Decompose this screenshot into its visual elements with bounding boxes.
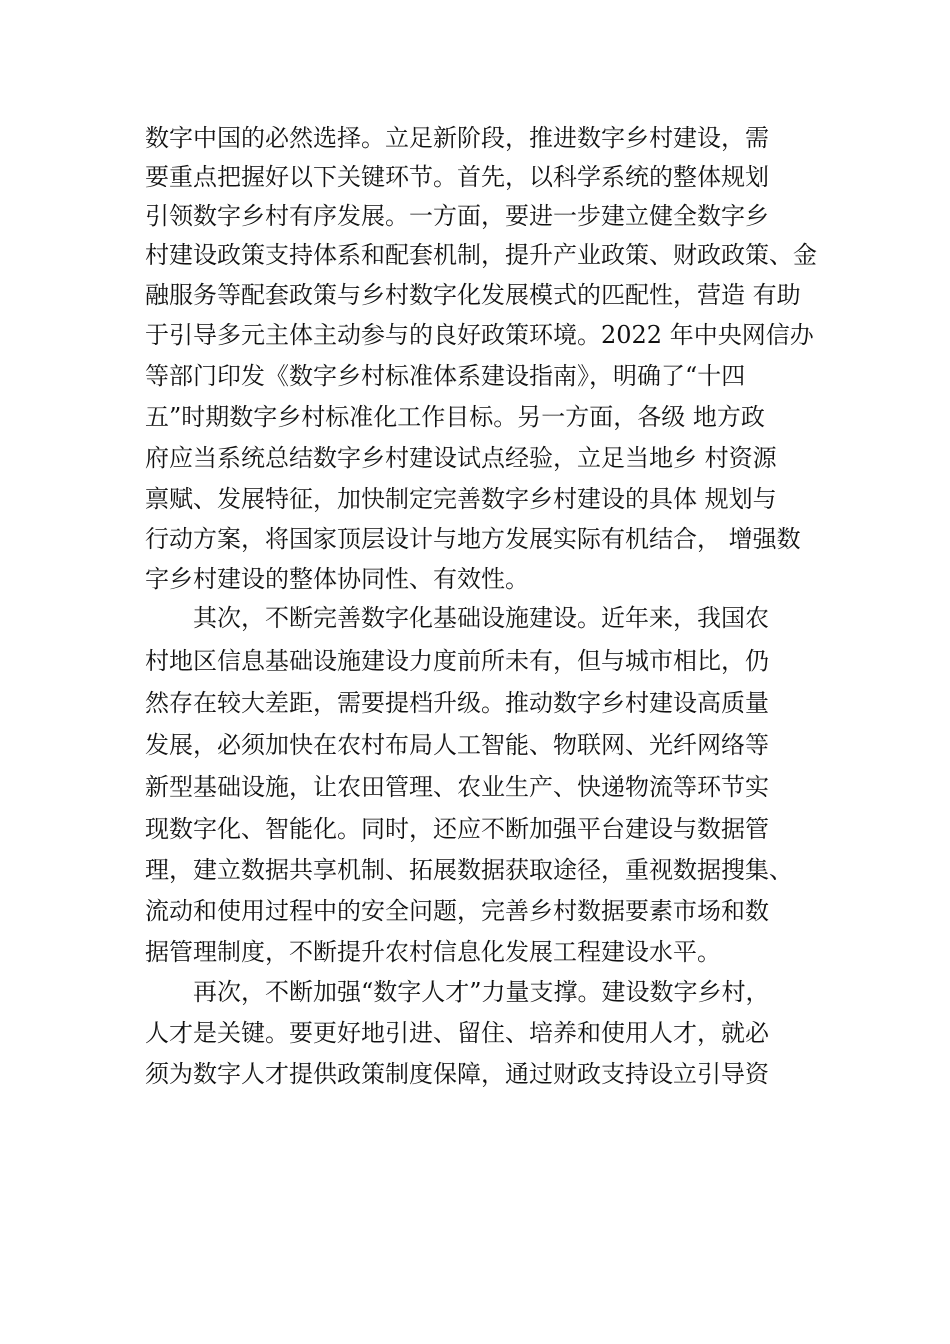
text-line: 然存在较大差距，需要提档升级。推动数字乡村建设高质量 [145,689,769,717]
text-line: 数字中国的必然选择。立足新阶段，推进数字乡村建设，需 [145,124,769,152]
text-line: 现数字化、智能化。同时，还应不断加强平台建设与数据管 [145,815,769,843]
text-line: 理，建立数据共享机制、拓展数据获取途径，重视数据搜集、 [145,856,793,884]
text-line: 禀赋、发展特征，加快制定完善数字乡村建设的具体 规划与 [145,485,777,513]
text-line: 府应当系统总结数字乡村建设试点经验，立足当地乡 村资源 [145,444,777,472]
text-line: 字乡村建设的整体协同性、有效性。 [145,565,529,593]
text-line: 村建设政策支持体系和配套机制，提升产业政策、财政政策、金 [145,241,817,269]
text-line: 于引导多元主体主动参与的良好政策环境。2022 年中央网信办 [145,321,814,349]
text-line: 行动方案，将国家顶层设计与地方发展实际有机结合， 增强数 [145,525,801,553]
text-line: 据管理制度，不断提升农村信息化发展工程建设水平。 [145,938,721,966]
text-line: 流动和使用过程中的安全问题，完善乡村数据要素市场和数 [145,897,769,925]
paragraph-first-line: 其次，不断完善数字化基础设施建设。近年来，我国农 [193,604,769,632]
text-line: 须为数字人才提供政策制度保障，通过财政支持设立引导资 [145,1060,769,1088]
text-line: 引领数字乡村有序发展。一方面，要进一步建立健全数字乡 [145,202,769,230]
text-line: 发展，必须加快在农村布局人工智能、物联网、光纤网络等 [145,731,769,759]
text-line: 新型基础设施，让农田管理、农业生产、快递物流等环节实 [145,773,769,801]
text-line: 五”时期数字乡村标准化工作目标。另一方面，各级 地方政 [145,403,765,431]
text-line: 等部门印发《数字乡村标准体系建设指南》，明确了“十四 [145,362,746,390]
text-line: 要重点把握好以下关键环节。首先，以科学系统的整体规划 [145,163,769,191]
paragraph-first-line: 再次，不断加强“数字人才”力量支撑。建设数字乡村， [193,978,770,1006]
text-line: 人才是关键。要更好地引进、留住、培养和使用人才，就必 [145,1019,769,1047]
text-line: 村地区信息基础设施建设力度前所未有，但与城市相比，仍 [145,647,769,675]
text-line: 融服务等配套政策与乡村数字化发展模式的匹配性，营造 有助 [145,281,801,309]
